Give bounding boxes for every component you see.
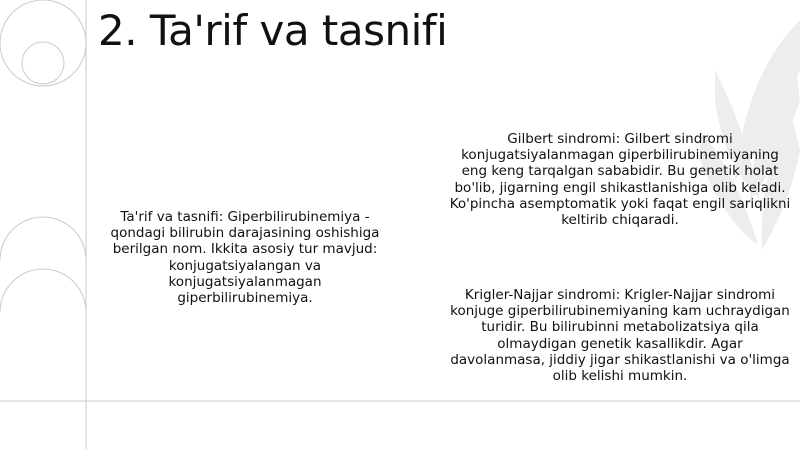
crigler-najjar-paragraph: Krigler-Najjar sindromi: Krigler-Najjar sindromi konjuge giperbilirubinemiyaning kam uchraydigan turidir. Bu bilirubinni metabolizatsiya qila olmaydigan genetik kasallikdir. Agar davolanmasa, jiddiy jigar shikastlanishi va o'limga olib kelishi mumkin. [450, 287, 790, 385]
arch-lower [0, 269, 86, 312]
gilbert-syndrome-paragraph: Gilbert sindromi: Gilbert sindromi konjugatsiyalanmagan giperbilirubinemiyaning eng keng tarqalgan sababidir. Bu genetik holat bo'lib, jigarning engil shikastlanishiga olib keladi. Ko'pincha asemptomatik yoki faqat engil sariqlikni keltirib chiqaradi. [449, 131, 791, 229]
slide-title: 2. Ta'rif va tasnifi [98, 6, 448, 55]
arch-upper [0, 217, 86, 260]
small-circle-outline [22, 42, 64, 84]
large-circle-outline [0, 0, 86, 86]
definition-paragraph: Ta'rif va tasnifi: Giperbilirubinemiya - qondagi bilirubin darajasining oshishiga berilgan nom. Ikkita asosiy tur mavjud: konjugatsiyalangan va konjugatsiyalanmagan giperbilirubinemiya. [110, 209, 380, 307]
